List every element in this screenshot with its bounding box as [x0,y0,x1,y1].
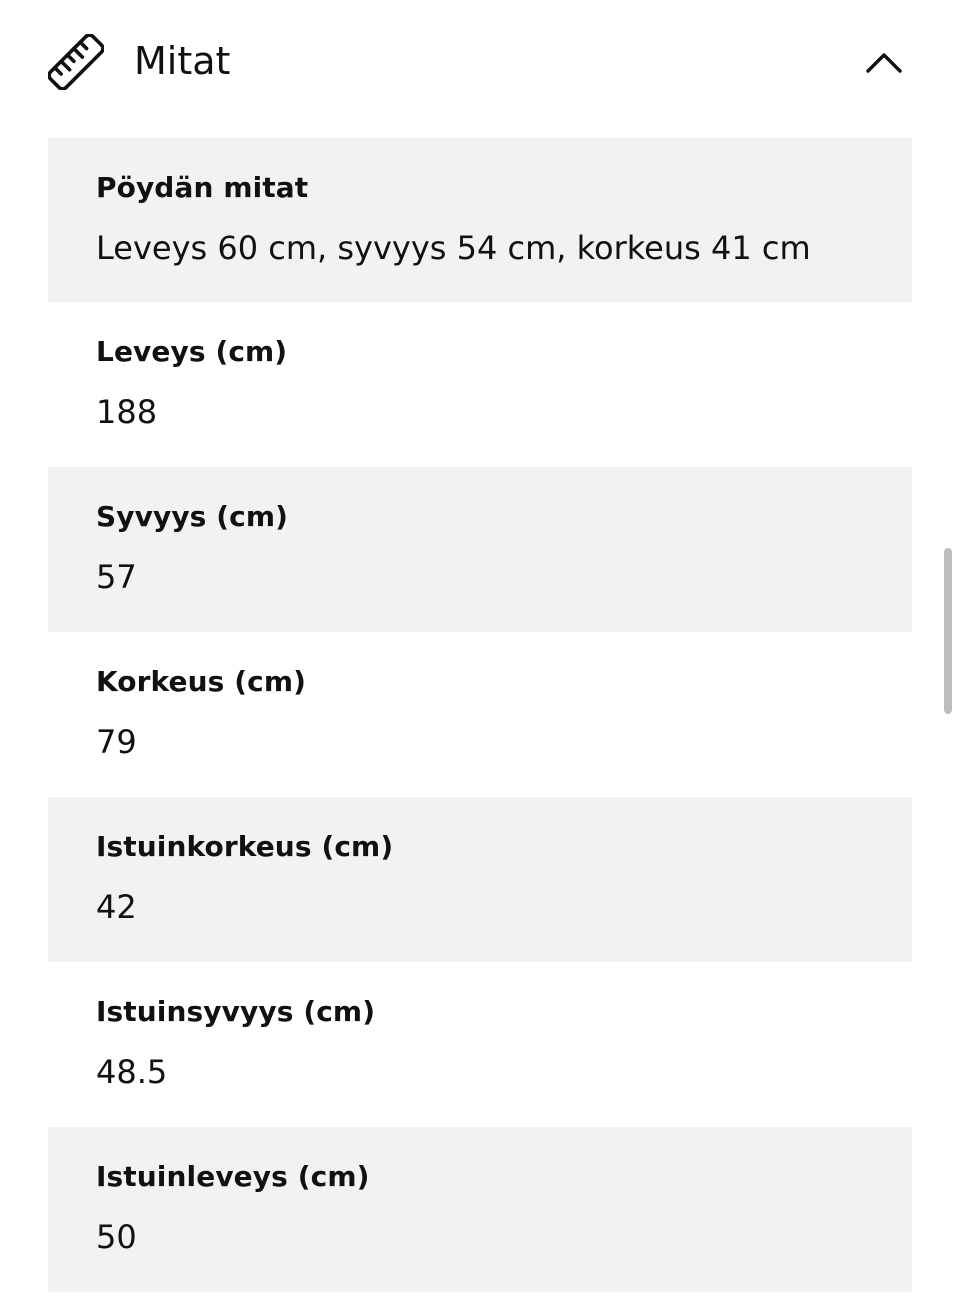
spec-row-seat-width [48,1127,912,1292]
spec-row-seat-height [48,797,912,962]
spec-value: 42 [96,888,137,926]
spec-row-seat-depth [48,962,912,1127]
spec-value: 188 [96,393,158,431]
spec-label: Istuinsyvyys (cm) [96,995,376,1028]
spec-row-table-dimensions [48,138,912,302]
spec-label: Istuinkorkeus (cm) [96,830,394,863]
dimensions-accordion-header[interactable] [0,0,960,124]
spec-label: Pöydän mitat [96,171,309,204]
dimensions-spec-list [48,138,912,1292]
spec-value: 50 [96,1218,137,1256]
spec-row-width [48,302,912,467]
chevron-up-icon[interactable] [864,46,904,76]
section-title: Mitat [134,39,231,83]
ruler-icon [48,34,104,90]
spec-label: Leveys (cm) [96,335,288,368]
spec-value: 79 [96,723,137,761]
spec-value: Leveys 60 cm, syvyys 54 cm, korkeus 41 cm [96,229,811,267]
spec-label: Istuinleveys (cm) [96,1160,370,1193]
spec-value: 57 [96,558,137,596]
spec-row-depth [48,467,912,632]
scrollbar-thumb[interactable] [944,548,952,714]
spec-label: Syvyys (cm) [96,500,289,533]
spec-label: Korkeus (cm) [96,665,307,698]
spec-row-height [48,632,912,797]
spec-value: 48.5 [96,1053,168,1091]
